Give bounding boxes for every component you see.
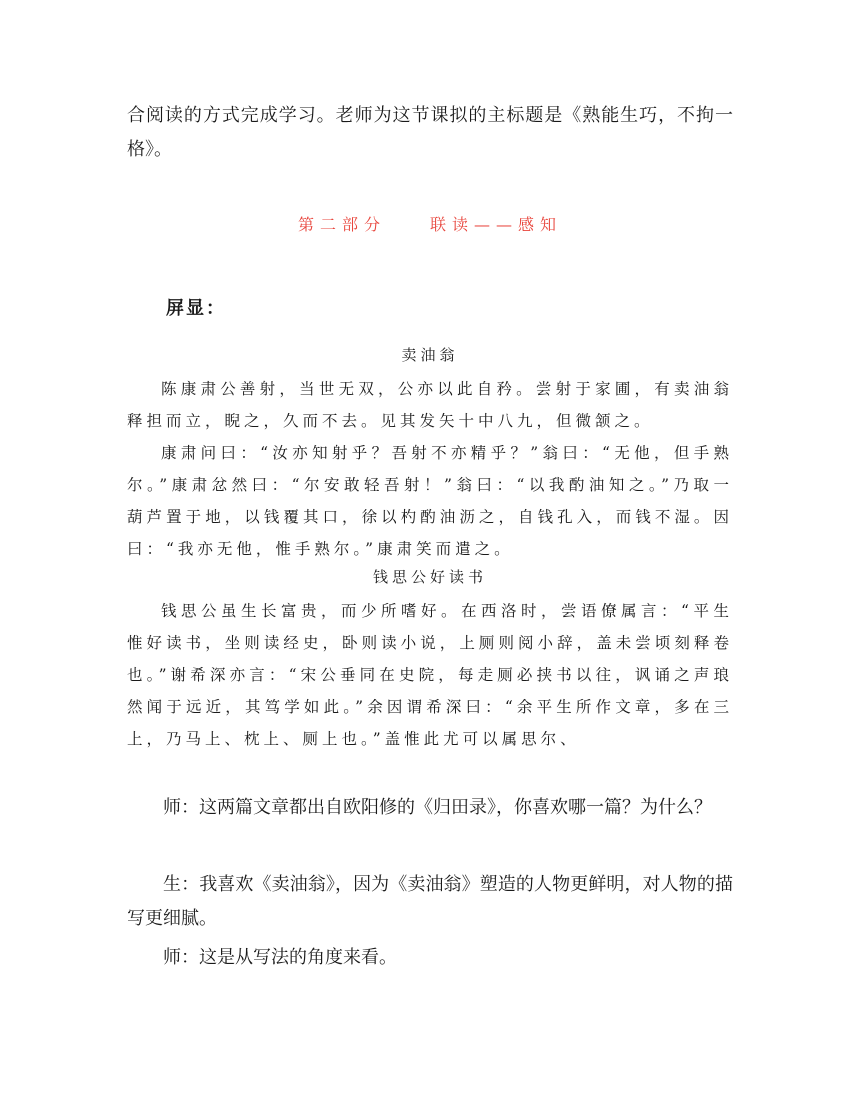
section-heading: 第二部分 联读——感知: [297, 215, 562, 234]
dialogue-teacher-1: 师：这两篇文章都出自欧阳修的《归田录》，你喜欢哪一篇？为什么？: [163, 797, 712, 818]
passage1-paragraph-1: 陈康肃公善射，当世无双，公亦以此自矜。尝射于家圃，有卖油翁释担而立，睨之，久而不去。见其发矢十中八九，但微颔之。: [127, 380, 733, 430]
screen-display-label: 屏显：: [166, 298, 226, 319]
passage2-title: 钱思公好读书: [372, 568, 487, 586]
intro-paragraph: 合阅读的方式完成学习。老师为这节课拟的主标题是《熟能生巧，不拘一格》。: [127, 105, 733, 160]
passage2-paragraph-1: 钱思公虽生长富贵，而少所嗜好。在西洛时，尝语僚属言：“平生惟好读书，坐则读经史，卧则读小说，上厕则阅小辞，盖未尝顷刻释卷也。”谢希深亦言：“宋公垂同在史院，每走厕必挟书以往，讽诵之声琅然闻于远近，其笃学如此。”余因谓希深曰：“余平生所作文章，多在三上，乃马上、枕上、厕上也。”盖惟此尤可以属思尔、: [127, 602, 733, 748]
passage1-title: 卖油翁: [401, 346, 459, 364]
dialogue-teacher-2: 师：这是从写法的角度来看。: [163, 947, 397, 968]
dialogue-student-1: 生：我喜欢《卖油翁》，因为《卖油翁》塑造的人物更鲜明，对人物的描写更细腻。: [127, 874, 733, 929]
passage1-paragraph-2: 康肃问曰：“汝亦知射乎？吾射不亦精乎？”翁曰：“无他，但手熟尔。”康肃忿然曰：“尔安敢轻吾射！”翁曰：“以我酌油知之。”乃取一葫芦置于地，以钱覆其口，徐以杓酌油沥之，自钱孔入，而钱不湿。因曰：“我亦无他，惟手熟尔。”康肃笑而遣之。: [127, 444, 733, 558]
